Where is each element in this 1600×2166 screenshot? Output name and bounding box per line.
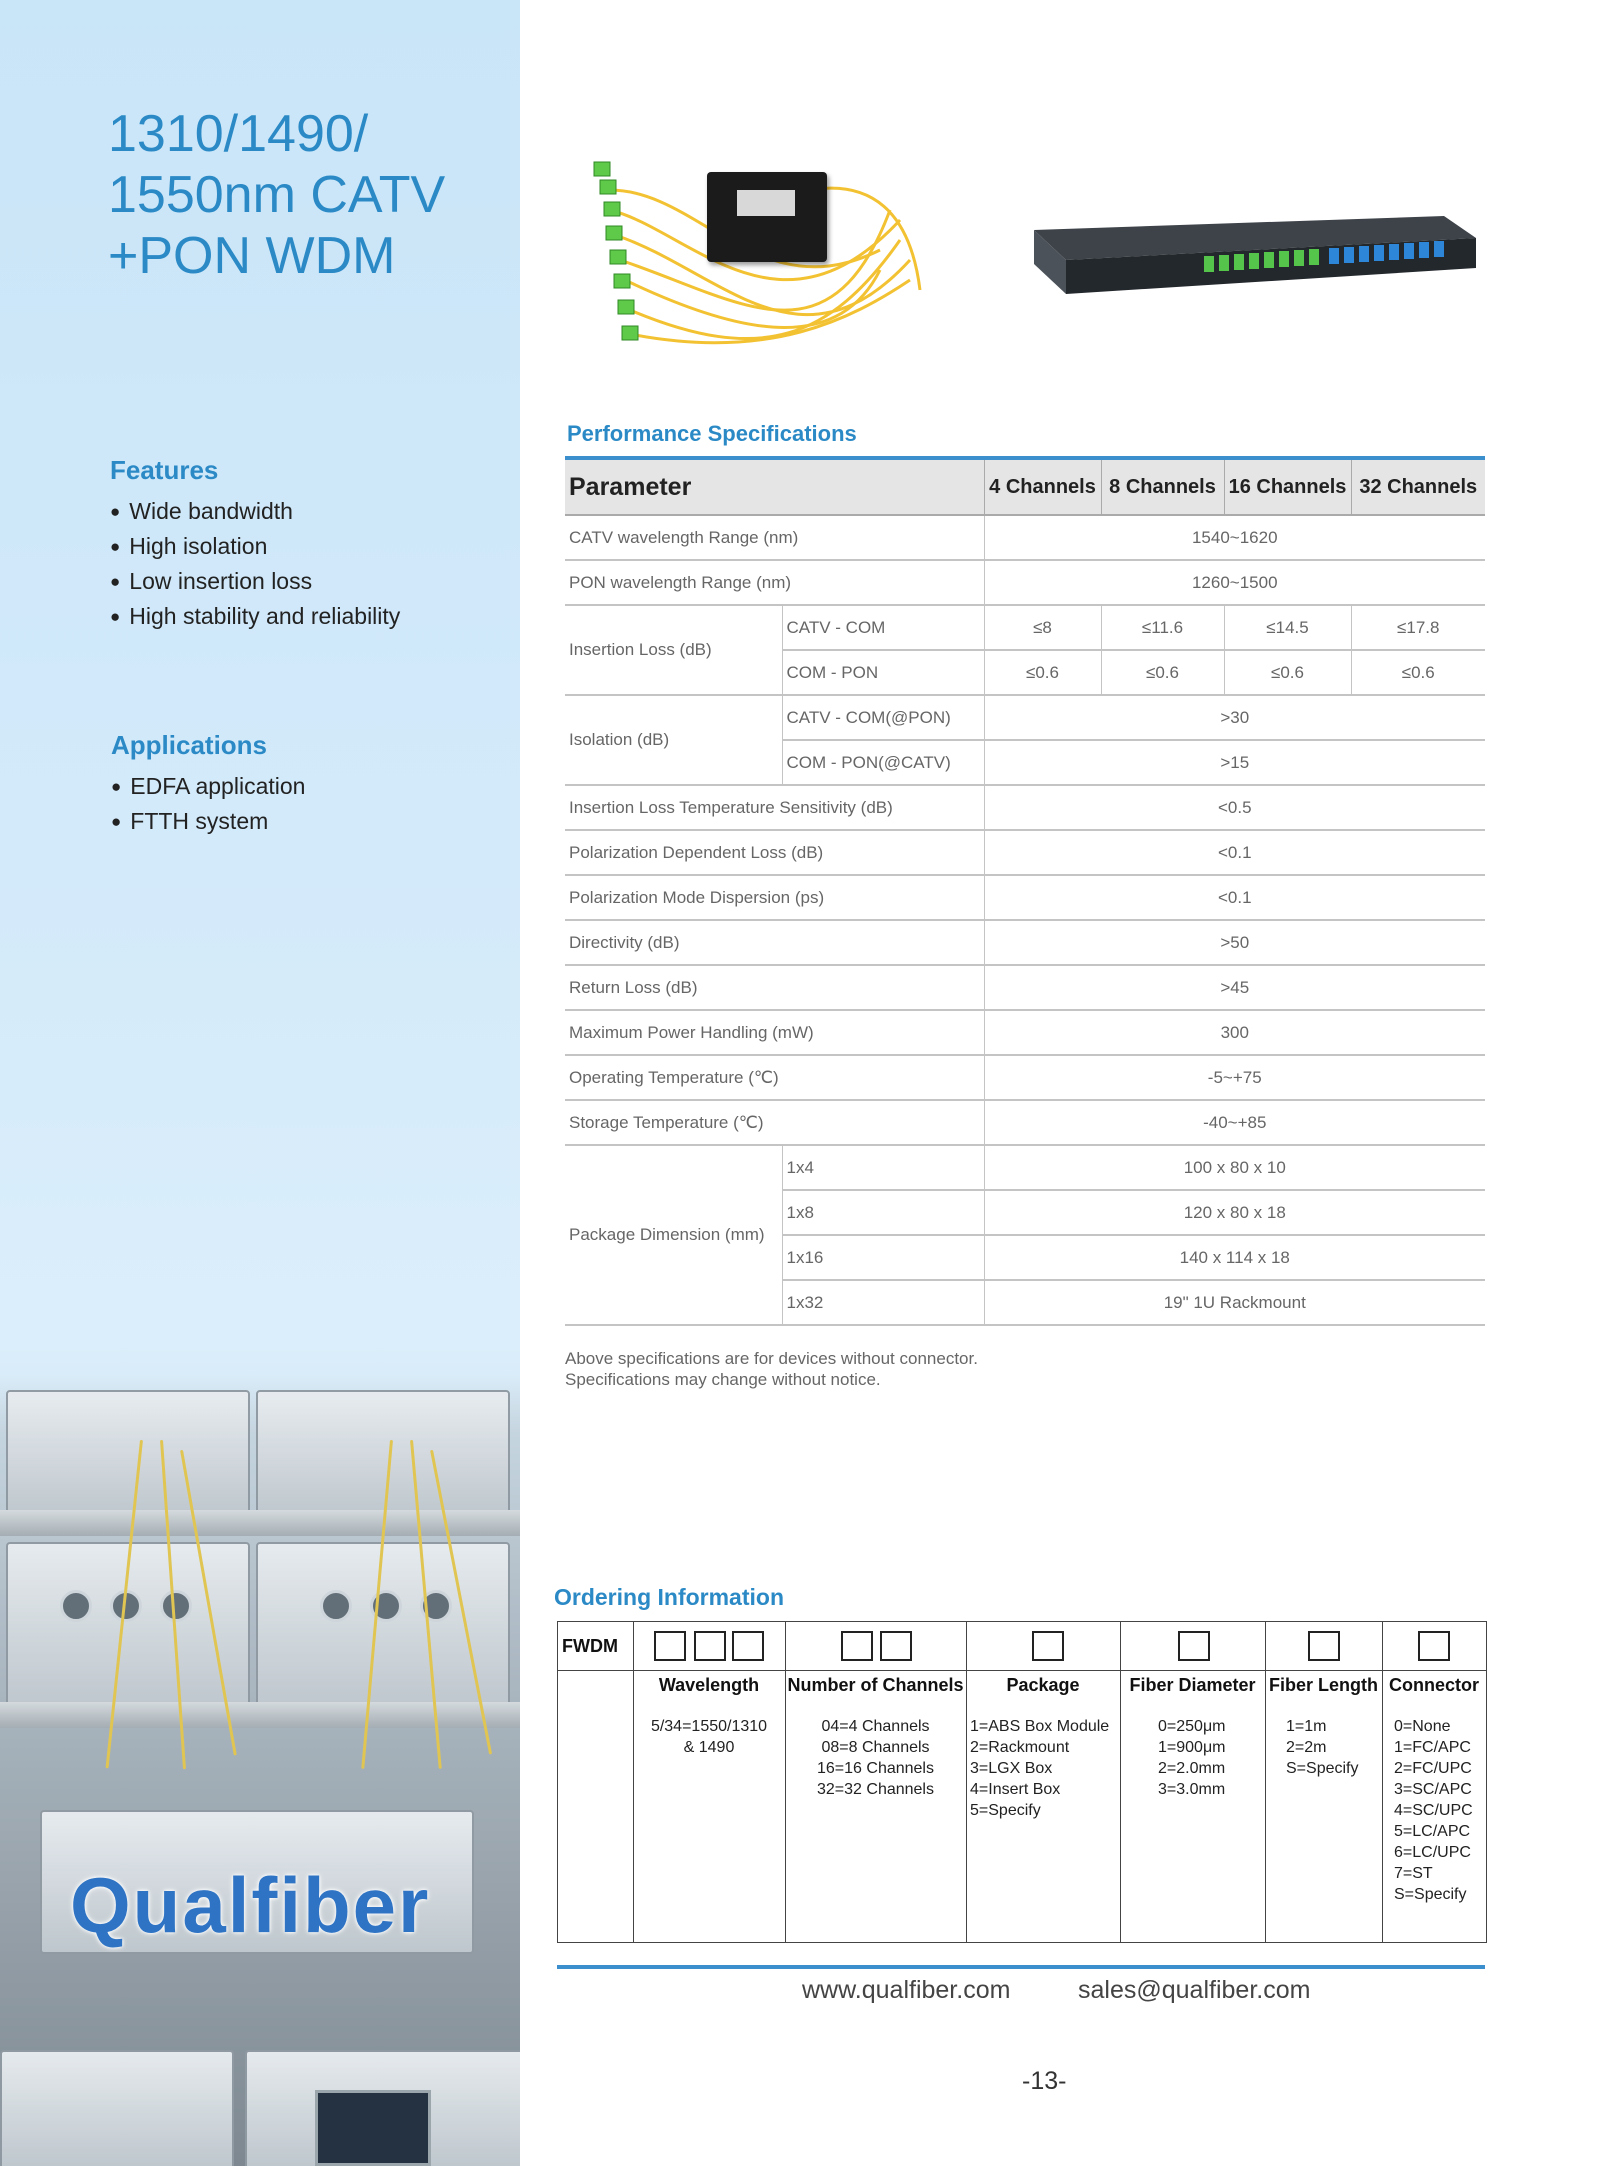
sub-label: 1x16 bbox=[782, 1235, 984, 1280]
cell: ≤8 bbox=[984, 605, 1101, 650]
table-row bbox=[565, 1055, 1485, 1100]
code-box bbox=[694, 1631, 726, 1661]
column-header: 8 Channels bbox=[1101, 458, 1224, 515]
left-panel bbox=[0, 0, 520, 2166]
ordering-options bbox=[970, 1716, 1120, 1821]
option-item: 2=2.0mm bbox=[1158, 1760, 1226, 1777]
table-row bbox=[565, 1010, 1485, 1055]
row-value: >15 bbox=[984, 740, 1485, 785]
row-value: <0.5 bbox=[984, 785, 1485, 830]
website-link[interactable]: www.qualfiber.com bbox=[802, 1976, 1011, 2004]
divider bbox=[1120, 1622, 1121, 1942]
performance-table bbox=[565, 456, 1485, 1326]
features-list bbox=[110, 495, 400, 635]
table-header-row bbox=[565, 458, 1485, 515]
table-row bbox=[565, 515, 1485, 560]
sub-label: CATV - COM(@PON) bbox=[782, 695, 984, 740]
option-item: 5=LC/APC bbox=[1394, 1823, 1471, 1840]
cell: ≤0.6 bbox=[984, 650, 1101, 695]
coupler-box bbox=[707, 172, 827, 262]
option-item: 04=4 Channels bbox=[821, 1718, 930, 1735]
ordering-column-header: Number of Channels bbox=[787, 1675, 964, 1695]
option-item: 0=None bbox=[1394, 1718, 1451, 1735]
cell: ≤0.6 bbox=[1351, 650, 1485, 695]
instrument bbox=[0, 2050, 234, 2166]
option-item: 1=1m bbox=[1286, 1718, 1327, 1735]
ordering-options bbox=[1394, 1716, 1486, 1905]
sub-label: 1x32 bbox=[782, 1280, 984, 1325]
row-value: >50 bbox=[984, 920, 1485, 965]
row-value: <0.1 bbox=[984, 875, 1485, 920]
row-value: 19" 1U Rackmount bbox=[984, 1280, 1485, 1325]
divider bbox=[1382, 1622, 1383, 1942]
option-item: 4=SC/UPC bbox=[1394, 1802, 1473, 1819]
title-line: +PON WDM bbox=[108, 227, 396, 285]
list-item: ● High isolation bbox=[110, 530, 400, 565]
ordering-column-header: Fiber Diameter bbox=[1129, 1675, 1256, 1695]
option-item: 08=8 Channels bbox=[821, 1739, 930, 1756]
table-row bbox=[565, 1100, 1485, 1145]
row-value: >30 bbox=[984, 695, 1485, 740]
table-row bbox=[565, 695, 1485, 740]
row-label: Isolation (dB) bbox=[565, 695, 782, 785]
shelf bbox=[0, 1702, 520, 1728]
row-value: -5~+75 bbox=[984, 1055, 1485, 1100]
row-label: PON wavelength Range (nm) bbox=[565, 560, 984, 605]
cell: ≤0.6 bbox=[1224, 650, 1351, 695]
code-box bbox=[732, 1631, 764, 1661]
page-title bbox=[108, 104, 445, 287]
option-item: 5/34=1550/1310 bbox=[650, 1718, 768, 1735]
note-line: Specifications may change without notice. bbox=[565, 1370, 881, 1389]
table-row bbox=[565, 560, 1485, 605]
column-header: 4 Channels bbox=[984, 458, 1101, 515]
cell: ≤14.5 bbox=[1224, 605, 1351, 650]
row-value: 300 bbox=[984, 1010, 1485, 1055]
column-header: 16 Channels bbox=[1224, 458, 1351, 515]
table-row bbox=[565, 830, 1485, 875]
ordering-column-header: Fiber Length bbox=[1269, 1675, 1378, 1695]
table-row bbox=[565, 875, 1485, 920]
sub-label: CATV - COM bbox=[782, 605, 984, 650]
list-item: ● EDFA application bbox=[111, 770, 305, 805]
row-label: Return Loss (dB) bbox=[565, 965, 984, 1010]
option-item: S=Specify bbox=[1394, 1886, 1467, 1903]
option-item: 2=FC/UPC bbox=[1394, 1760, 1472, 1777]
code-box bbox=[654, 1631, 686, 1661]
code-box bbox=[841, 1631, 873, 1661]
divider bbox=[633, 1622, 634, 1942]
option-item: 2=Rackmount bbox=[970, 1739, 1070, 1756]
code-box bbox=[880, 1631, 912, 1661]
note-line: Above specifications are for devices without connector. bbox=[565, 1349, 978, 1368]
row-value: >45 bbox=[984, 965, 1485, 1010]
cell: ≤0.6 bbox=[1101, 650, 1224, 695]
list-item: ● Low insertion loss bbox=[110, 565, 400, 600]
table-row bbox=[565, 785, 1485, 830]
list-item: ● High stability and reliability bbox=[110, 600, 400, 635]
column-header: 32 Channels bbox=[1351, 458, 1485, 515]
ordering-options bbox=[1286, 1716, 1382, 1779]
option-item: 32=32 Channels bbox=[817, 1781, 934, 1798]
ordering-table bbox=[557, 1621, 1487, 1943]
ordering-options bbox=[1158, 1716, 1265, 1800]
option-item: 0=250μm bbox=[1158, 1718, 1226, 1735]
page-number: -13- bbox=[1022, 2067, 1067, 2095]
row-label: Directivity (dB) bbox=[565, 920, 984, 965]
row-label: Insertion Loss Temperature Sensitivity (dB) bbox=[565, 785, 984, 830]
row-value: -40~+85 bbox=[984, 1100, 1485, 1145]
table-row bbox=[565, 965, 1485, 1010]
knob bbox=[60, 1590, 92, 1622]
option-item: 1=FC/APC bbox=[1394, 1739, 1471, 1756]
ordering-column-header: Wavelength bbox=[658, 1675, 760, 1695]
table-row bbox=[565, 920, 1485, 965]
sub-label: 1x4 bbox=[782, 1145, 984, 1190]
knob bbox=[160, 1590, 192, 1622]
row-label: CATV wavelength Range (nm) bbox=[565, 515, 984, 560]
option-item: 6=LC/UPC bbox=[1394, 1844, 1471, 1861]
option-item: 1=900μm bbox=[1158, 1739, 1226, 1756]
footer-rule bbox=[557, 1965, 1485, 1969]
cell: ≤11.6 bbox=[1101, 605, 1224, 650]
applications-heading: Applications bbox=[111, 730, 268, 760]
sub-label: 1x8 bbox=[782, 1190, 984, 1235]
row-value: 1260~1500 bbox=[984, 560, 1485, 605]
option-item: & 1490 bbox=[683, 1739, 735, 1756]
option-item: 16=16 Channels bbox=[817, 1760, 934, 1777]
performance-heading: Performance Specifications bbox=[567, 421, 857, 446]
option-item: 7=ST bbox=[1394, 1865, 1433, 1882]
ordering-heading: Ordering Information bbox=[554, 1584, 784, 1610]
option-item: 3=LGX Box bbox=[970, 1760, 1053, 1777]
list-item: ● FTTH system bbox=[111, 805, 305, 840]
ordering-options bbox=[785, 1716, 966, 1800]
title-line: 1310/1490/ bbox=[108, 105, 369, 163]
sub-label: COM - PON bbox=[782, 650, 984, 695]
instrument-screen bbox=[315, 2090, 431, 2166]
rackmount-image bbox=[1034, 216, 1476, 294]
code-box bbox=[1032, 1631, 1064, 1661]
row-value: 120 x 80 x 18 bbox=[984, 1190, 1485, 1235]
row-label: Polarization Dependent Loss (dB) bbox=[565, 830, 984, 875]
ordering-options bbox=[633, 1716, 785, 1758]
list-item: ● Wide bandwidth bbox=[110, 495, 400, 530]
instrument bbox=[256, 1390, 510, 1514]
table-row bbox=[565, 605, 1485, 650]
applications-list bbox=[111, 770, 305, 840]
instrument bbox=[256, 1542, 510, 1706]
title-line: 1550nm CATV bbox=[108, 166, 446, 224]
option-item: 3=SC/APC bbox=[1394, 1781, 1472, 1798]
row-value: 100 x 80 x 10 bbox=[984, 1145, 1485, 1190]
row-label: Maximum Power Handling (mW) bbox=[565, 1010, 984, 1055]
row-label: Insertion Loss (dB) bbox=[565, 605, 782, 695]
row-label: Package Dimension (mm) bbox=[565, 1145, 782, 1325]
divider bbox=[966, 1622, 967, 1942]
code-box bbox=[1308, 1631, 1340, 1661]
code-box bbox=[1178, 1631, 1210, 1661]
ordering-column-header: Package bbox=[1006, 1675, 1080, 1695]
features-heading: Features bbox=[110, 455, 219, 485]
table-row bbox=[565, 1145, 1485, 1190]
code-box bbox=[1418, 1631, 1450, 1661]
divider bbox=[1265, 1622, 1266, 1942]
email-link[interactable]: sales@qualfiber.com bbox=[1078, 1976, 1311, 2004]
option-item: 5=Specify bbox=[970, 1802, 1041, 1819]
option-item: 1=ABS Box Module bbox=[970, 1718, 1110, 1735]
order-prefix: FWDM bbox=[562, 1636, 618, 1656]
ordering-column-header: Connector bbox=[1389, 1675, 1479, 1695]
row-value: <0.1 bbox=[984, 830, 1485, 875]
sub-label: COM - PON(@CATV) bbox=[782, 740, 984, 785]
instrument bbox=[6, 1390, 250, 1514]
option-item: 4=Insert Box bbox=[970, 1781, 1061, 1798]
option-item: 3=3.0mm bbox=[1158, 1781, 1226, 1798]
row-value: 140 x 114 x 18 bbox=[984, 1235, 1485, 1280]
divider bbox=[558, 1670, 1486, 1671]
row-label: Polarization Mode Dispersion (ps) bbox=[565, 875, 984, 920]
knob bbox=[320, 1590, 352, 1622]
row-value: 1540~1620 bbox=[984, 515, 1485, 560]
coupler-label bbox=[737, 190, 795, 216]
option-item: 2=2m bbox=[1286, 1739, 1327, 1756]
brand-logo: Qualfiber bbox=[70, 1861, 431, 1949]
row-label: Operating Temperature (℃) bbox=[565, 1055, 984, 1100]
cell: ≤17.8 bbox=[1351, 605, 1485, 650]
option-item: S=Specify bbox=[1286, 1760, 1359, 1777]
lab-equipment-photo bbox=[0, 1370, 520, 2166]
row-label: Storage Temperature (℃) bbox=[565, 1100, 984, 1145]
column-header: Parameter bbox=[565, 458, 984, 515]
spec-note bbox=[565, 1348, 978, 1390]
